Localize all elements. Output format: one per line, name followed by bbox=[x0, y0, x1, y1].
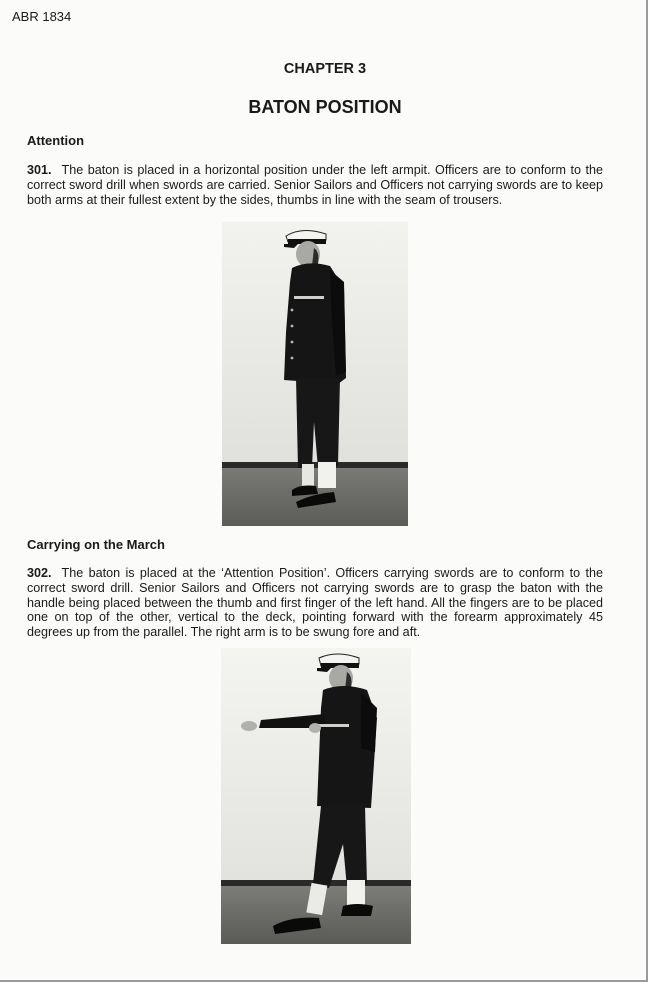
document-code: ABR 1834 bbox=[12, 9, 72, 24]
paragraph-302 bbox=[27, 566, 603, 640]
sailor-marching-figure bbox=[221, 648, 411, 944]
paragraph-text: The baton is placed in a horizontal position under the left armpit. Officers are to conform to the correct sword drill when swords are carried. Senior Sailors and Officers not carrying swords are to keep both arms at their fullest extent by the sides, thumbs in line with the seam of trousers. bbox=[27, 163, 603, 207]
paragraph-301 bbox=[27, 163, 603, 207]
attention-position-photo bbox=[222, 222, 408, 526]
page-title: BATON POSITION bbox=[248, 97, 402, 117]
carrying-on-the-march-photo bbox=[221, 648, 411, 944]
sailor-attention-figure bbox=[222, 222, 408, 526]
section-heading-carrying-on-the-march: Carrying on the March bbox=[27, 537, 165, 552]
paragraph-number: 301. bbox=[27, 163, 52, 177]
section-heading-attention: Attention bbox=[27, 133, 85, 148]
paragraph-number: 302. bbox=[27, 566, 52, 580]
paragraph-text: The baton is placed at the ‘Attention Position’. Officers carrying swords are to conform to the correct sword drill. Senior Sailors and Officers not carrying swords are to grasp the baton with the handle being placed between the thumb and first finger of the left hand. All the fingers are to be placed one on top of the other, vertical to the deck, pointing forward with the forearm approximately 45 degrees up from the parallel. The right arm is to be swung fore and aft. bbox=[27, 566, 603, 640]
chapter-heading: CHAPTER 3 bbox=[283, 61, 367, 77]
